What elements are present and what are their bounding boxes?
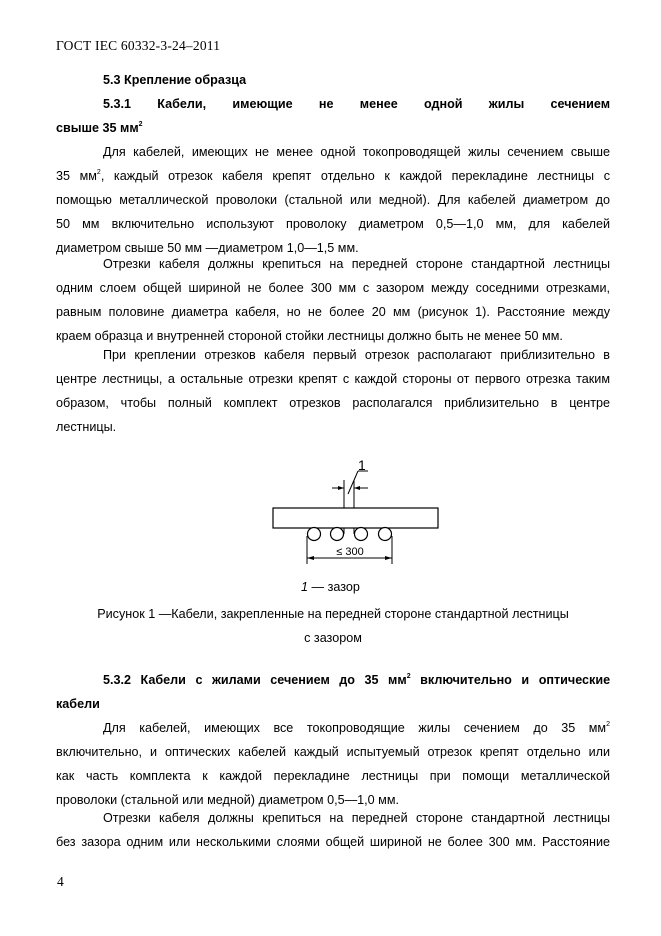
section-title: 5.3 Крепление образца [103, 73, 247, 87]
text-line: образом, чтобы полный комплект отрезков располагался приблизительно в центре [56, 396, 610, 410]
superscript: 2 [138, 121, 143, 128]
text-line: как часть комплекта к каждой перекладине лестницы при помощи металлической [56, 769, 610, 783]
superscript: 2 [606, 721, 610, 728]
text-line: При креплении отрезков кабеля первый отрезок располагают приблизительно в [103, 348, 610, 362]
text-line: включительно, и оптических кабелей каждый испытуемый отрезок крепят отдельно или [56, 745, 610, 759]
text-run: 35 мм [56, 169, 97, 183]
heading-word: одной [423, 97, 463, 111]
callout-leader [348, 471, 358, 494]
superscript: 2 [96, 169, 101, 176]
text-line: диаметром свыше 50 мм —диаметром 1,0—1,5 мм. [56, 241, 359, 255]
heading-word [365, 673, 411, 687]
figure-caption [56, 602, 610, 650]
text-line: лестницы. [56, 420, 117, 434]
key-number: 1 [301, 580, 309, 594]
arrowhead [354, 486, 360, 490]
text-line: проволоки (стальной или медной) диаметром 0,5—1,0 мм. [56, 793, 399, 807]
heading-word: оптические [538, 673, 611, 687]
text-line: Отрезки кабеля должны крепиться на передней стороне стандартной лестницы [103, 257, 610, 271]
heading-word: с [195, 673, 203, 687]
paragraph-3 [56, 343, 610, 439]
heading-word: 5.3.1 Кабели, [103, 97, 207, 111]
cable-section [379, 528, 392, 541]
text-line: центре лестницы, а остальные отрезки крепят с каждой стороны от первого отрезка таким [56, 372, 610, 386]
cable-section [331, 528, 344, 541]
heading-word: и [521, 673, 530, 687]
heading-word: менее [359, 97, 398, 111]
text-line [56, 716, 610, 740]
heading-line-1 [56, 668, 610, 692]
cable-section [308, 528, 321, 541]
heading-line-2: кабели [56, 697, 100, 711]
heading-word: жилы [488, 97, 525, 111]
heading-word: 5.3.2 Кабели [103, 673, 186, 687]
dimension-label: ≤ 300 [336, 546, 364, 558]
text-run: Для кабелей, имеющих все токопроводящие жилы сечением до 35 мм [103, 721, 607, 735]
heading-line-2 [56, 116, 610, 140]
heading-word: включительно [420, 673, 512, 687]
text-line [56, 164, 610, 188]
document-header: ГОСТ IEC 60332-3-24–2011 [56, 38, 221, 53]
text-line: краем образца и внутренней стороной стойки лестницы должно быть не менее 50 мм. [56, 329, 563, 343]
heading-text: свыше 35 мм [56, 121, 139, 135]
figure-cables-on-ladder [268, 452, 443, 572]
text-line: равным половине диаметра кабеля, но не более 20 мм (рисунок 1). Расстояние между [56, 305, 610, 319]
text-line: помощью металлической проволоки (стальной или медной). Для кабелей диаметром до [56, 193, 610, 207]
section-5-3 [56, 68, 610, 92]
heading-word: сечением [270, 673, 330, 687]
heading-line-1 [56, 92, 610, 116]
ladder-rung [273, 508, 438, 528]
text-line: одним слоем общей шириной не более 300 мм с зазором между соседними отрезками, [56, 281, 610, 295]
arrowhead [385, 556, 392, 560]
text-line: Для кабелей, имеющих не менее одной токопроводящей жилы сечением свыше [103, 145, 610, 159]
heading-word: до [339, 673, 355, 687]
text-line: без зазора одним или несколькими слоями общей шириной не более 300 мм. Расстояние [56, 835, 610, 849]
heading-word: имеющие [232, 97, 293, 111]
subsection-5-3-2-heading [56, 668, 610, 716]
paragraph-2 [56, 252, 610, 348]
paragraph-5 [56, 806, 610, 854]
text-line: Отрезки кабеля должны крепиться на передней стороне стандартной лестницы [103, 811, 610, 825]
subsection-5-3-1-heading [56, 92, 610, 140]
caption-line: Рисунок 1 —Кабели, закрепленные на передней стороне стандартной лестницы [97, 607, 569, 621]
caption-line: с зазором [304, 631, 362, 645]
text-run: , каждый отрезок кабеля крепят отдельно к каждой перекладине лестницы с [100, 169, 610, 183]
heading-word: жилами [211, 673, 261, 687]
heading-text: 35 мм [364, 673, 407, 687]
arrowhead [338, 486, 344, 490]
page-number: 4 [57, 874, 64, 889]
paragraph-1 [56, 140, 610, 260]
figure-key [0, 580, 661, 594]
callout-label: 1 [358, 457, 366, 473]
arrowhead [307, 556, 314, 560]
key-text: — зазор [308, 580, 360, 594]
heading-word: сечением [550, 97, 611, 111]
text-line: 50 мм включительно используют проволоку диаметром 0,5—1,0 мм, для кабелей [56, 217, 610, 231]
superscript: 2 [406, 673, 411, 680]
heading-word: не [318, 97, 334, 111]
paragraph-4 [56, 716, 610, 812]
cable-section [355, 528, 368, 541]
